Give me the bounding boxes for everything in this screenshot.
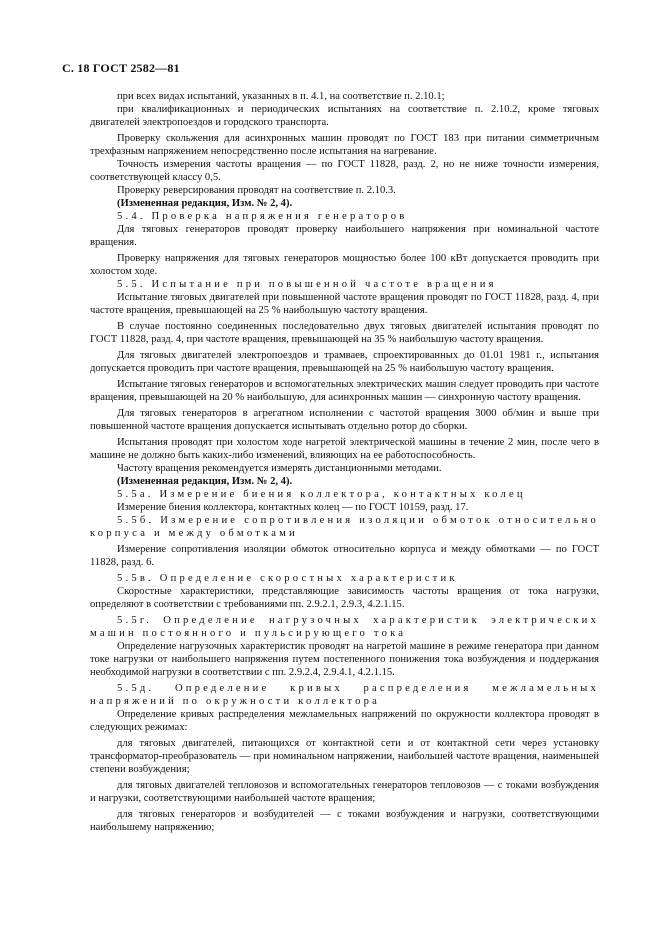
paragraph: Для тяговых генераторов проводят проверку наибольшего напряжения при номинальной частоте вращения. xyxy=(90,224,599,248)
paragraph: Испытания проводят при холостом ходе нагретой электрической машины в течение 2 мин, после чего в машине не должно быть каких-либо изменений, влияющих на ее работоспособность. xyxy=(90,437,599,461)
section-heading: 5.5в. Определение скоростных характеристик xyxy=(117,573,458,584)
paragraph: Проверку реверсирования проводят на соответствие п. 2.10.3. xyxy=(117,185,396,196)
amendment-note: (Измененная редакция, Изм. № 2, 4). xyxy=(117,476,293,487)
section-heading: 5.5а. Измерение биения коллектора, контактных колец xyxy=(117,489,526,500)
section-heading: 5.4. Проверка напряжения генераторов xyxy=(117,211,408,222)
list-item: для тяговых генераторов и возбудителей — с токами возбуждения и нагрузки, соответствующими наибольшему напряжению; xyxy=(90,809,599,833)
paragraph: при всех видах испытаний, указанных в п. 4.1, на соответствие п. 2.10.1; xyxy=(117,91,445,102)
section-heading: 5.5. Испытание при повышенной частоте вращения xyxy=(117,279,497,290)
paragraph: Для тяговых генераторов в агрегатном исполнении с частотой вращения 3000 об/мин и выше при повышенной частоте вращения допускается испытывать отдельно ротор до сборки. xyxy=(90,408,599,432)
section-heading: 5.5д. Определение кривых распределения межламельных напряжений по окружности коллектора xyxy=(90,683,599,707)
paragraph: при квалификационных и периодических испытаниях на соответствие п. 2.10.2, кроме тяговых двигателей электропоездов и городского транспорта. xyxy=(90,104,599,128)
paragraph: Измерение сопротивления изоляции обмоток относительно корпуса и между обмотками — по ГОСТ 11828, разд. 6. xyxy=(90,544,599,568)
paragraph: Для тяговых двигателей электропоездов и трамваев, спроектированных до 01.01 1981 г., испытания допускается проводить при частоте вращения, превышающей на 25 % наибольшую частоту вращения. xyxy=(90,350,599,374)
document-body xyxy=(90,90,599,834)
paragraph: Частоту вращения рекомендуется измерять дистанционными методами. xyxy=(117,463,442,474)
list-item: для тяговых двигателей, питающихся от контактной сети и от контактной сети через установку трансформатор-преобразователь — при номинальном напряжении, наибольшей частоте вращения, наименьшей степени возбуждения; xyxy=(90,738,599,775)
paragraph: Измерение биения коллектора, контактных колец — по ГОСТ 10159, разд. 17. xyxy=(117,502,469,513)
paragraph: Определение нагрузочных характеристик проводят на нагретой машине в режиме генератора при данном токе нагрузки от наибольшего напряжения путем постепенного понижения тока возбуждения и поддержания необходимой нагрузки в соответствии с пп. 2.9.2.4, 2.9.4.1, 4.2.1.15. xyxy=(90,641,599,678)
amendment-note: (Измененная редакция, Изм. № 2, 4). xyxy=(117,198,293,209)
paragraph: Испытание тяговых двигателей при повышенной частоте вращения проводят по ГОСТ 11828, разд. 4, при частоте вращения, превышающей на 25 % наибольшую частоту вращения. xyxy=(90,292,599,316)
page-header: С. 18 ГОСТ 2582—81 xyxy=(62,61,180,75)
list-item: для тяговых двигателей тепловозов и вспомогательных генераторов тепловозов — с токами возбуждения и нагрузки, соответствующими наибольшей частоте вращения; xyxy=(90,780,599,804)
paragraph: Проверку напряжения для тяговых генераторов мощностью более 100 кВт допускается проводить при холостом ходе. xyxy=(90,253,599,277)
paragraph: В случае постоянно соединенных последовательно двух тяговых двигателей испытания проводят по ГОСТ 11828, разд. 4, при частоте вращения, превышающей на 35 % наибольшую частоту вращения. xyxy=(90,321,599,345)
paragraph: Испытание тяговых генераторов и вспомогательных электрических машин следует проводить при частоте вращения, превышающей на 20 % наибольшую, для асинхронных машин — синхронную частоту вращения. xyxy=(90,379,599,403)
paragraph: Проверку скольжения для асинхронных машин проводят по ГОСТ 183 при питании симметричным трехфазным напряжением непосредственно после испытания на нагревание. xyxy=(90,133,599,157)
paragraph: Определение кривых распределения межламельных напряжений по окружности коллектора проводят в следующих режимах: xyxy=(90,709,599,733)
section-heading: 5.5г. Определение нагрузочных характеристик электрических машин постоянного и пульсирующего тока xyxy=(90,615,599,639)
paragraph: Скоростные характеристики, представляющие зависимость частоты вращения от тока нагрузки, определяют в соответствии с требованиями пп. 2.9.2.1, 2.9.3, 4.2.1.15. xyxy=(90,586,599,610)
section-heading: 5.5б. Измерение сопротивления изоляции обмоток относительно корпуса и между обмотками xyxy=(90,515,599,539)
paragraph: Точность измерения частоты вращения — по ГОСТ 11828, разд. 2, но не ниже точности измерения, соответствующей классу 0,5. xyxy=(90,159,599,183)
